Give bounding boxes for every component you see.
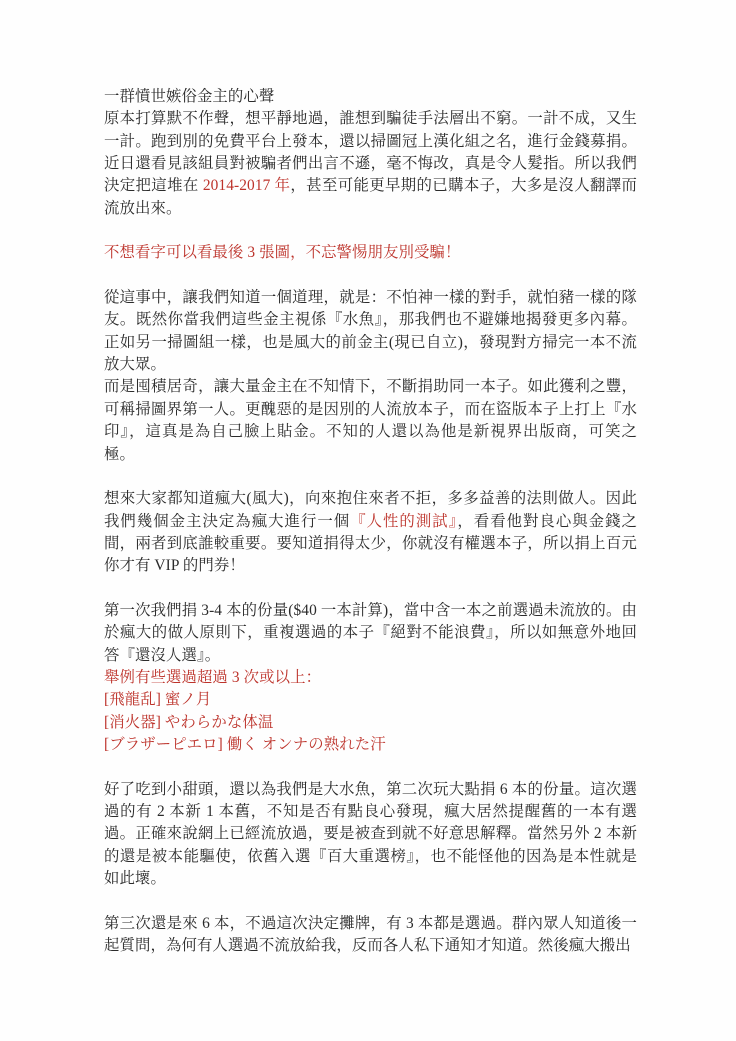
red-text-run: [消火器] やわらかな体温	[104, 713, 274, 731]
text-run: 第三次還是來 6 本，不過這次決定攤牌，有 3 本都是選過。群內眾人知道後一起質問，為何有人選過不流放給我，反而各人私下通知才知道。然後瘋大搬出	[104, 914, 637, 955]
paragraph-lesson	[104, 287, 637, 376]
red-text-run: 『人性的測試』	[350, 512, 458, 530]
paragraph-intro	[104, 108, 637, 220]
example-list-header	[104, 667, 637, 689]
red-text-run: [ブラザーピエロ] 働く オンナの熟れた汗	[104, 735, 386, 753]
paragraph-third-donation	[104, 913, 637, 958]
warning-line	[104, 242, 637, 264]
text-run: 第一次我們捐 3-4 本的份量($40 一本計算)，當中含一本之前選過未流放的。由於瘋大的做人原則下，重複選過的本子『絕對不能浪費』，所以如無意外地回答『還沒人選』。	[104, 601, 637, 664]
red-text-run: [飛龍乱] 蜜ノ月	[104, 691, 212, 709]
text-run: 而是囤積居奇，讓大量金主在不知情下，不斷捐助同一本子。如此獲利之豐，可稱掃圖界第一人。更醜惡的是因別的人流放本子，而在盜版本子上打上『水印』，這真是為自己臉上貼金。不知的人還以為他是新視界出版商，可笑之極。	[104, 378, 637, 463]
paragraph-hoarding	[104, 376, 637, 465]
paragraph-second-donation	[104, 779, 637, 891]
red-text-run: 不想看字可以看最後 3 張圖，不忘警惕朋友別受騙！	[104, 244, 461, 262]
doc-title-line	[104, 86, 637, 108]
text-run: ，甚至可能更早期的已購本子，大多是沒人翻譯而流放出來。	[104, 177, 637, 217]
example-list-item-3	[104, 734, 637, 756]
text-run: 一群憤世嫉俗金主的心聲	[104, 88, 275, 105]
red-text-run: 舉例有些選過超過 3 次或以上：	[104, 668, 322, 686]
text-run: 想來大家都知道瘋大(風大)，向來抱住來者不拒，多多益善的法則做人。因此我們幾個金主決定為瘋大進行一個	[104, 490, 637, 530]
paragraph-test	[104, 488, 637, 577]
red-text-run: 2014-2017 年	[202, 177, 291, 195]
paragraph-first-donation	[104, 600, 637, 667]
example-list-item-1	[104, 689, 637, 711]
text-run: 好了吃到小甜頭，還以為我們是大水魚，第二次玩大點捐 6 本的份量。這次選過的有 2 本新 1 本舊，不知是否有點良心發現，瘋大居然提醒舊的一本有選過。正確來說網上已經流放過，要是被查到就不好意思解釋。當然另外 2 本新的還是被本能驅使，依舊入選『百大重選榜』，也不能怪他的因為是本性就是如此壞。	[104, 780, 637, 888]
text-run: 從這事中，讓我們知道一個道理，就是：不怕神一樣的對手，就怕豬一樣的隊友。既然你當我們這些金主視係『水魚』，那我們也不避嫌地揭發更多內幕。正如另一掃圖組一樣，也是風大的前金主(現已自立)，發現對方掃完一本不流放大眾。	[104, 289, 637, 374]
text-run: ，看看他對良心與金錢之間，兩者到底誰較重要。要知道捐得太少，你就沒有權選本子，所以捐上百元你才有 VIP 的門券！	[104, 512, 637, 575]
text-run: 原本打算默不作聲，想平靜地過，誰想到騙徒手法層出不窮。一計不成，又生一計。跑到別的免費平台上發本，還以掃圖冠上漢化組之名，進行金錢募捐。近日還看見該組員對被騙者們出言不遜，毫不悔改，真是令人髮指。所以我們決定把這堆在	[104, 110, 637, 195]
document-body	[104, 86, 637, 957]
example-list-item-2	[104, 712, 637, 734]
